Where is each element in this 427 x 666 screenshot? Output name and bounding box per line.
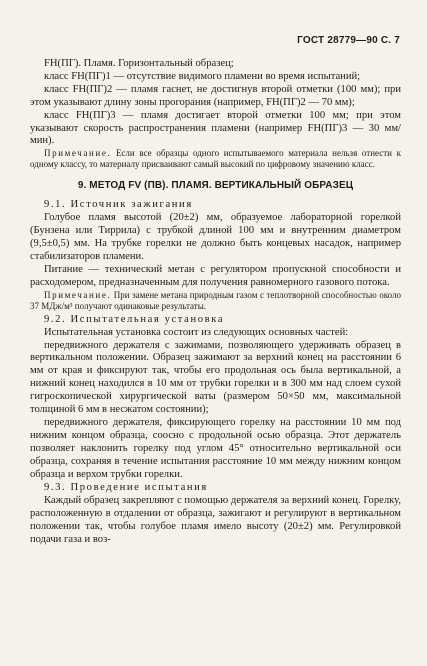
note-label: Примечание. xyxy=(44,148,112,159)
document-body xyxy=(30,58,401,547)
paragraph-class-fh3: класс FH(ПГ)3 — пламя достигает второй отметки 100 мм; при этом указывают скорость распространения пламени (например FH(ПГ)3 — 30 мм/мин). xyxy=(30,109,401,147)
subsection-9-2-heading: 9.2. Испытательная установка xyxy=(44,313,225,325)
paragraph-class-fh2: класс FH(ПГ)2 — пламя гаснет, не достигнув второй отметки (100 мм); при этом указывают длину зоны прогорания (например, FH(ПГ)2 — 70 мм); xyxy=(30,83,401,108)
note-text: При замене метана природным газом с теплотворной способностью около 37 МДж/м³ получают одинаковые результаты. xyxy=(30,289,402,311)
paragraph-class-fh1: класс FH(ПГ)1 — отсутствие видимого пламени во время испытаний; xyxy=(44,70,361,82)
paragraph-9-2-burner-holder: передвижного держателя, фиксирующего горелку на расстоянии 10 мм под нижним концом образца, соосно с продольной осью образца. Этот держатель позволяет наклонить горелку под углом 45° относительно вертикальной оси образца, сохраняя в течение испытания расстояние 10 мм между нижним концом образца и верхом трубки горелки. xyxy=(30,416,401,480)
paragraph-9-1-supply: Питание — технический метан с регулятором пропускной способности и расходомером, предназначенным для получения равномерного газового потока. xyxy=(30,263,401,288)
paragraph-9-3-procedure: Каждый образец закрепляют с помощью держателя за верхний конец. Горелку, расположенную в отдалении от образца, зажигают и регулируют в вертикальном положении так, чтобы голубое пламя имело высоту (20±2) мм. Регулировкой подачи газа и воз- xyxy=(30,495,401,546)
page-header: ГОСТ 28779—90 С. 7 xyxy=(297,35,400,46)
note-section8 xyxy=(30,148,401,170)
paragraph-9-1-flame: Голубое пламя высотой (20±2) мм, образуемое лабораторной горелкой (Бунзена или Тиррила) с трубкой длиной 100 мм и внутренним диаметром (9,5±0,5) мм. На трубке горелки не должно быть концевых насадок, например стабилизаторов пламени. xyxy=(30,212,401,262)
paragraph-9-2-intro: Испытательная установка состоит из следующих основных частей: xyxy=(44,326,349,338)
subsection-9-3-heading: 9.3. Проведение испытания xyxy=(44,482,208,494)
section-9-title: 9. МЕТОД FV (ПВ). ПЛАМЯ. ВЕРТИКАЛЬНЫЙ ОБРАЗЕЦ xyxy=(77,180,354,192)
paragraph-9-2-holder: передвижного держателя с зажимами, позволяющего удерживать образец в вертикальном положении. Образец зажимают за верхний конец на расстоянии 6 мм от края и фиксируют так, чтобы его продольная ось была вертикальной, а нижний конец находился в 10 мм от трубки горелки и в 300 мм над слоем сухой гигроскопической хирургической ваты (размером 50×50 мм, максимальной толщиной 6 мм в несжатом состоянии); xyxy=(30,339,401,416)
note-text: Если все образцы одного испытываемого материала нельзя отнести к одному классу, то материалу присваивают самый высокий по цифровому значению класс. xyxy=(30,148,401,170)
note-section9 xyxy=(30,290,401,312)
subsection-9-1-heading: 9.1. Источник зажигания xyxy=(44,199,193,211)
paragraph-fh-definition: FH(ПГ). Пламя. Горизонтальный образец; xyxy=(44,58,234,69)
note-label: Примечание. xyxy=(44,289,112,300)
